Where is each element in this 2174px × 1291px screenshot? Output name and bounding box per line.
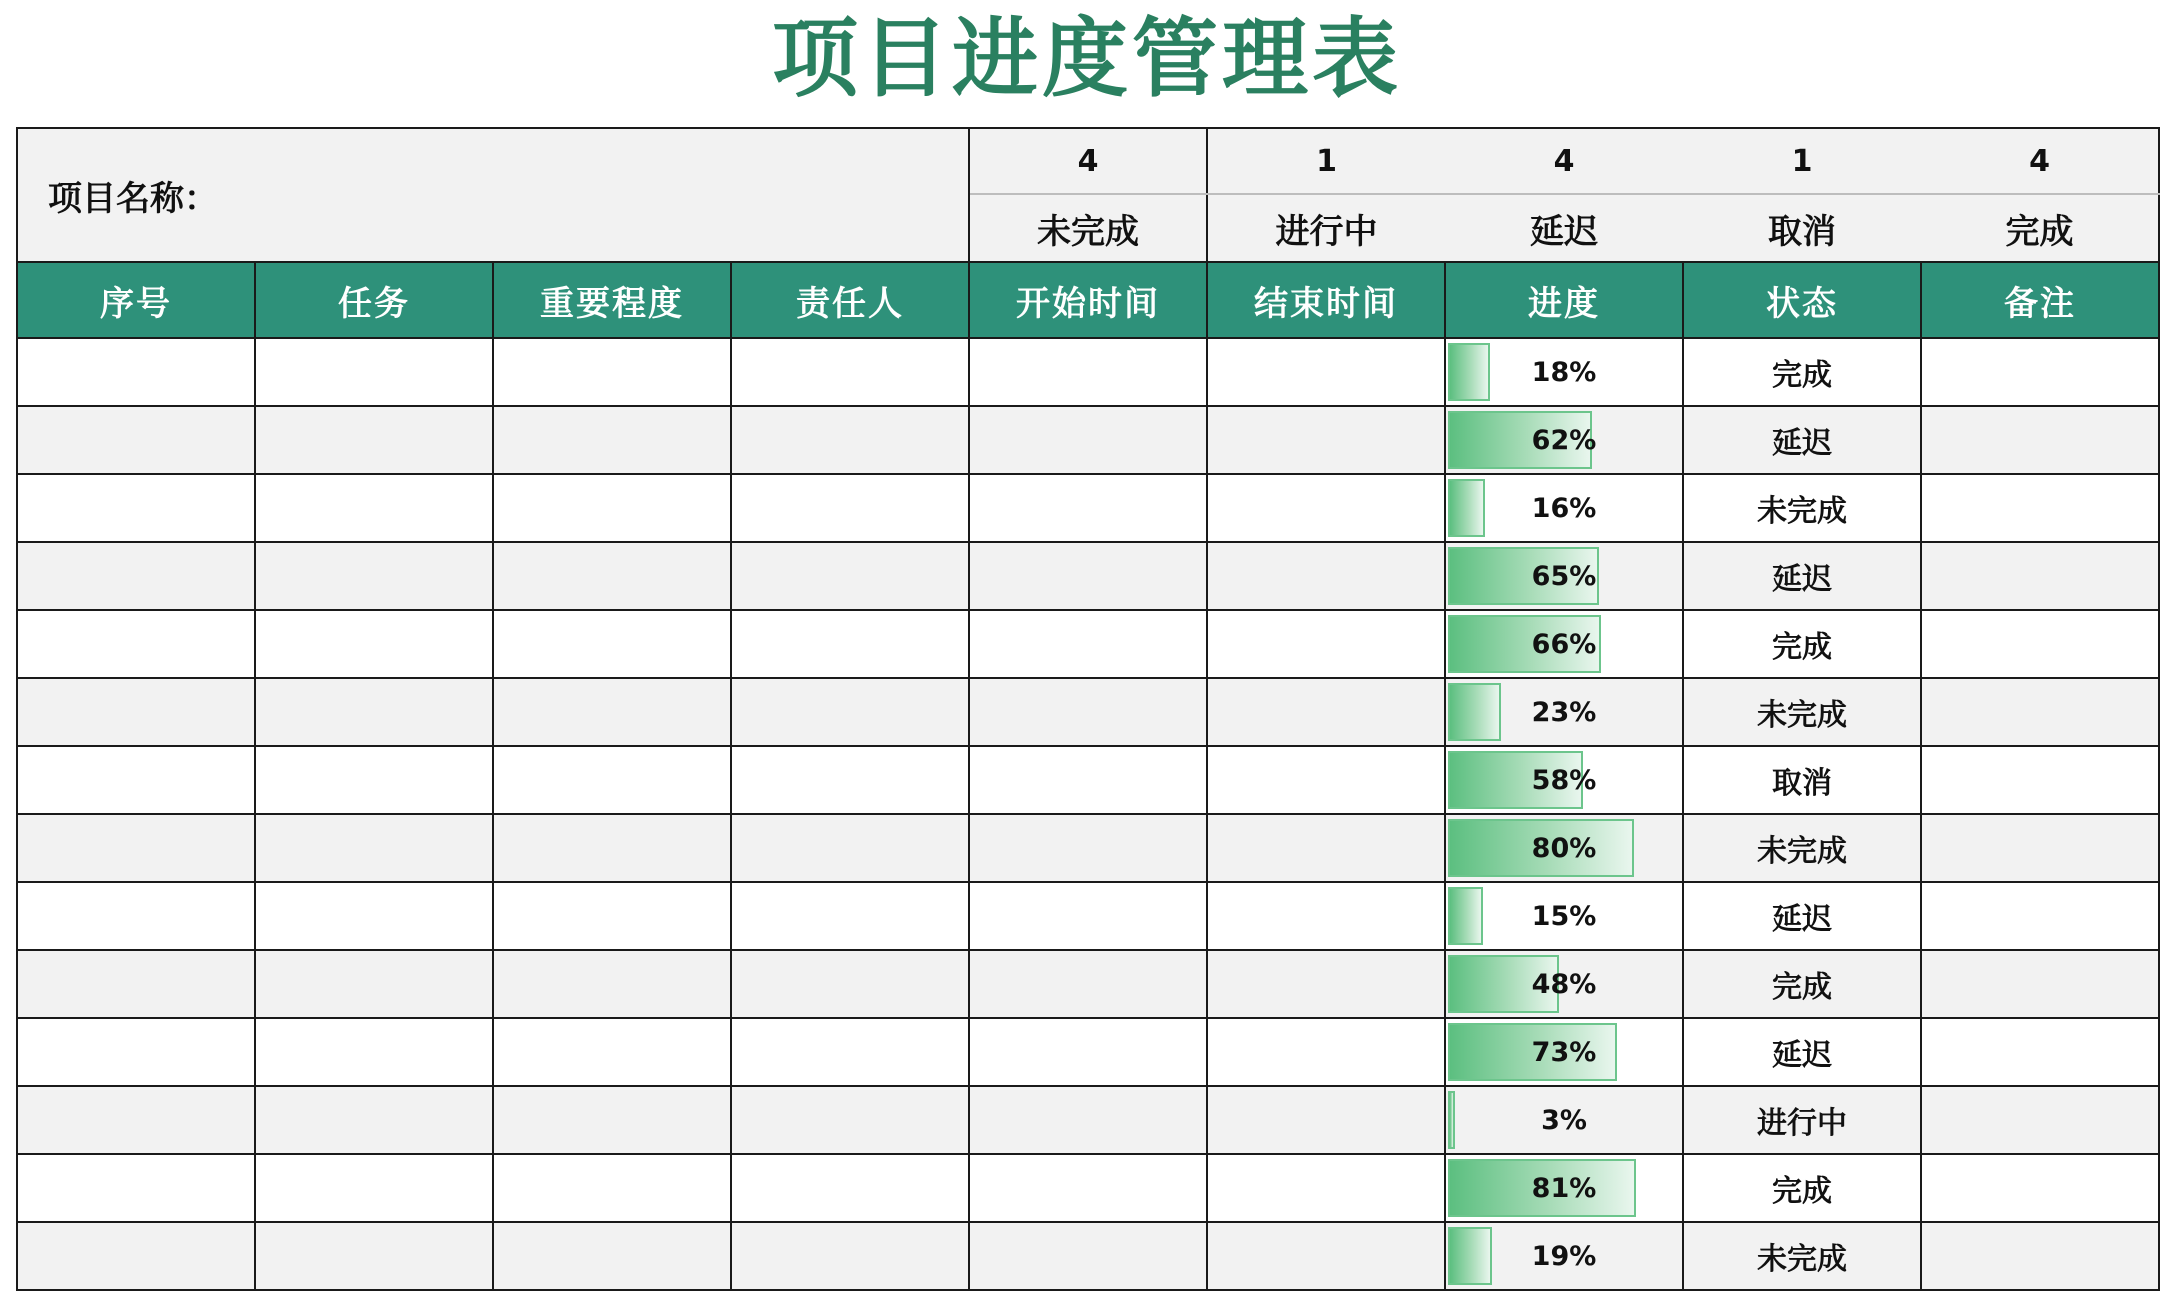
priority-cell[interactable] xyxy=(493,610,731,678)
task-cell[interactable] xyxy=(255,338,493,406)
status-cell[interactable] xyxy=(1683,1154,1921,1222)
progress-cell[interactable] xyxy=(1445,950,1683,1018)
priority-cell[interactable] xyxy=(493,1086,731,1154)
column-header-index[interactable]: 序号 xyxy=(17,262,255,338)
index-cell[interactable] xyxy=(17,1086,255,1154)
progress-cell[interactable] xyxy=(1445,678,1683,746)
column-header-progress[interactable]: 进度 xyxy=(1445,262,1683,338)
progress-value: 81% xyxy=(1531,1172,1597,1204)
status-value: 完成 xyxy=(1772,1174,1832,1209)
progress-cell[interactable] xyxy=(1445,882,1683,950)
start-time-cell[interactable] xyxy=(969,406,1207,474)
priority-cell[interactable] xyxy=(493,950,731,1018)
summary-count-row xyxy=(17,128,2159,194)
status-value: 完成 xyxy=(1772,970,1832,1005)
notes-cell[interactable] xyxy=(1921,814,2159,882)
status-cell[interactable] xyxy=(1683,814,1921,882)
owner-cell[interactable] xyxy=(731,746,969,814)
progress-bar xyxy=(1448,683,1501,741)
column-header-status[interactable]: 状态 xyxy=(1683,262,1921,338)
priority-cell[interactable] xyxy=(493,882,731,950)
summary-count-cancelled: 1 xyxy=(1683,128,1921,194)
progress-value: 58% xyxy=(1531,764,1597,796)
index-cell[interactable] xyxy=(17,1222,255,1290)
status-value: 未完成 xyxy=(1757,494,1847,529)
progress-value: 23% xyxy=(1531,696,1597,728)
progress-cell[interactable] xyxy=(1445,1086,1683,1154)
notes-cell[interactable] xyxy=(1921,542,2159,610)
status-cell[interactable] xyxy=(1683,1222,1921,1290)
start-time-cell[interactable] xyxy=(969,1018,1207,1086)
notes-cell[interactable] xyxy=(1921,1018,2159,1086)
summary-label-done: 完成 xyxy=(1921,194,2159,262)
index-cell[interactable] xyxy=(17,542,255,610)
index-cell[interactable] xyxy=(17,610,255,678)
start-time-cell[interactable] xyxy=(969,882,1207,950)
notes-cell[interactable] xyxy=(1921,746,2159,814)
column-header-priority[interactable]: 重要程度 xyxy=(493,262,731,338)
notes-cell[interactable] xyxy=(1921,474,2159,542)
end-time-cell[interactable] xyxy=(1207,950,1445,1018)
progress-value: 73% xyxy=(1531,1036,1597,1068)
progress-value: 66% xyxy=(1531,628,1597,660)
task-cell[interactable] xyxy=(255,678,493,746)
start-time-cell[interactable] xyxy=(969,950,1207,1018)
summary-count-in-progress: 1 xyxy=(1207,128,1445,194)
status-cell[interactable] xyxy=(1683,746,1921,814)
priority-cell[interactable] xyxy=(493,1154,731,1222)
table-row xyxy=(17,1222,2159,1290)
progress-value: 62% xyxy=(1531,424,1597,456)
table-row xyxy=(17,1018,2159,1086)
index-cell[interactable] xyxy=(17,406,255,474)
priority-cell[interactable] xyxy=(493,338,731,406)
progress-cell[interactable] xyxy=(1445,474,1683,542)
progress-cell[interactable] xyxy=(1445,746,1683,814)
notes-cell[interactable] xyxy=(1921,882,2159,950)
end-time-cell[interactable] xyxy=(1207,814,1445,882)
notes-cell[interactable] xyxy=(1921,1222,2159,1290)
index-cell[interactable] xyxy=(17,474,255,542)
status-cell[interactable] xyxy=(1683,474,1921,542)
summary-label-cancelled: 取消 xyxy=(1683,194,1921,262)
status-cell[interactable] xyxy=(1683,1086,1921,1154)
progress-cell[interactable] xyxy=(1445,406,1683,474)
start-time-cell[interactable] xyxy=(969,338,1207,406)
end-time-cell[interactable] xyxy=(1207,338,1445,406)
status-value: 延迟 xyxy=(1772,426,1832,461)
priority-cell[interactable] xyxy=(493,1222,731,1290)
task-cell[interactable] xyxy=(255,950,493,1018)
column-header-owner[interactable]: 责任人 xyxy=(731,262,969,338)
table-row xyxy=(17,406,2159,474)
column-header-task[interactable]: 任务 xyxy=(255,262,493,338)
index-cell[interactable] xyxy=(17,746,255,814)
status-cell[interactable] xyxy=(1683,950,1921,1018)
status-value: 取消 xyxy=(1772,766,1832,801)
summary-label-not-done: 未完成 xyxy=(969,194,1207,262)
project-progress-table xyxy=(16,127,2160,1291)
start-time-cell[interactable] xyxy=(969,1154,1207,1222)
priority-cell[interactable] xyxy=(493,1018,731,1086)
end-time-cell[interactable] xyxy=(1207,542,1445,610)
start-time-cell[interactable] xyxy=(969,678,1207,746)
task-cell[interactable] xyxy=(255,1222,493,1290)
project-name-label[interactable]: 项目名称： xyxy=(17,128,969,262)
progress-bar xyxy=(1448,343,1490,401)
task-cell[interactable] xyxy=(255,882,493,950)
column-header-notes[interactable]: 备注 xyxy=(1921,262,2159,338)
progress-value: 48% xyxy=(1531,968,1597,1000)
end-time-cell[interactable] xyxy=(1207,1222,1445,1290)
table-row xyxy=(17,542,2159,610)
task-cell[interactable] xyxy=(255,746,493,814)
start-time-cell[interactable] xyxy=(969,1222,1207,1290)
table-row xyxy=(17,678,2159,746)
owner-cell[interactable] xyxy=(731,1154,969,1222)
progress-cell[interactable] xyxy=(1445,1018,1683,1086)
notes-cell[interactable] xyxy=(1921,610,2159,678)
table-row xyxy=(17,950,2159,1018)
progress-cell[interactable] xyxy=(1445,542,1683,610)
status-cell[interactable] xyxy=(1683,406,1921,474)
start-time-cell[interactable] xyxy=(969,1086,1207,1154)
progress-value: 80% xyxy=(1531,832,1597,864)
status-value: 进行中 xyxy=(1757,1106,1847,1141)
progress-value: 15% xyxy=(1531,900,1597,932)
start-time-cell[interactable] xyxy=(969,542,1207,610)
priority-cell[interactable] xyxy=(493,814,731,882)
progress-value: 3% xyxy=(1541,1104,1587,1136)
end-time-cell[interactable] xyxy=(1207,474,1445,542)
status-value: 延迟 xyxy=(1772,902,1832,937)
index-cell[interactable] xyxy=(17,338,255,406)
summary-count-delayed: 4 xyxy=(1445,128,1683,194)
start-time-cell[interactable] xyxy=(969,814,1207,882)
progress-cell[interactable] xyxy=(1445,610,1683,678)
end-time-cell[interactable] xyxy=(1207,1018,1445,1086)
table-row xyxy=(17,1154,2159,1222)
notes-cell[interactable] xyxy=(1921,678,2159,746)
priority-cell[interactable] xyxy=(493,406,731,474)
summary-count-done: 4 xyxy=(1921,128,2159,194)
index-cell[interactable] xyxy=(17,678,255,746)
start-time-cell[interactable] xyxy=(969,610,1207,678)
task-cell[interactable] xyxy=(255,1018,493,1086)
status-cell[interactable] xyxy=(1683,338,1921,406)
owner-cell[interactable] xyxy=(731,1018,969,1086)
status-value: 未完成 xyxy=(1757,834,1847,869)
owner-cell[interactable] xyxy=(731,814,969,882)
column-header-start-time[interactable]: 开始时间 xyxy=(969,262,1207,338)
progress-cell[interactable] xyxy=(1445,1154,1683,1222)
table-row xyxy=(17,474,2159,542)
index-cell[interactable] xyxy=(17,1154,255,1222)
index-cell[interactable] xyxy=(17,814,255,882)
status-cell[interactable] xyxy=(1683,1018,1921,1086)
progress-bar xyxy=(1448,1091,1455,1149)
status-cell[interactable] xyxy=(1683,610,1921,678)
table-row xyxy=(17,338,2159,406)
status-value: 延迟 xyxy=(1772,1038,1832,1073)
progress-value: 65% xyxy=(1531,560,1597,592)
table-row xyxy=(17,746,2159,814)
priority-cell[interactable] xyxy=(493,746,731,814)
table-row xyxy=(17,610,2159,678)
owner-cell[interactable] xyxy=(731,542,969,610)
task-cell[interactable] xyxy=(255,610,493,678)
page-title: 项目进度管理表 xyxy=(772,8,1402,109)
owner-cell[interactable] xyxy=(731,338,969,406)
progress-cell[interactable] xyxy=(1445,814,1683,882)
notes-cell[interactable] xyxy=(1921,1154,2159,1222)
owner-cell[interactable] xyxy=(731,1222,969,1290)
index-cell[interactable] xyxy=(17,882,255,950)
status-cell[interactable] xyxy=(1683,542,1921,610)
owner-cell[interactable] xyxy=(731,406,969,474)
priority-cell[interactable] xyxy=(493,678,731,746)
index-cell[interactable] xyxy=(17,950,255,1018)
end-time-cell[interactable] xyxy=(1207,1154,1445,1222)
status-value: 延迟 xyxy=(1772,562,1832,597)
owner-cell[interactable] xyxy=(731,474,969,542)
notes-cell[interactable] xyxy=(1921,1086,2159,1154)
summary-count-not-done: 4 xyxy=(969,128,1207,194)
end-time-cell[interactable] xyxy=(1207,746,1445,814)
status-value: 完成 xyxy=(1772,630,1832,665)
progress-bar xyxy=(1448,479,1485,537)
notes-cell[interactable] xyxy=(1921,338,2159,406)
owner-cell[interactable] xyxy=(731,678,969,746)
owner-cell[interactable] xyxy=(731,1086,969,1154)
task-cell[interactable] xyxy=(255,814,493,882)
progress-bar xyxy=(1448,1227,1492,1285)
summary-label-in-progress: 进行中 xyxy=(1207,194,1445,262)
progress-bar xyxy=(1448,887,1483,945)
status-cell[interactable] xyxy=(1683,882,1921,950)
table-row xyxy=(17,814,2159,882)
progress-cell[interactable] xyxy=(1445,1222,1683,1290)
summary-label-delayed: 延迟 xyxy=(1445,194,1683,262)
status-value: 完成 xyxy=(1772,358,1832,393)
notes-cell[interactable] xyxy=(1921,406,2159,474)
end-time-cell[interactable] xyxy=(1207,406,1445,474)
progress-cell[interactable] xyxy=(1445,338,1683,406)
column-header-end-time[interactable]: 结束时间 xyxy=(1207,262,1445,338)
progress-value: 19% xyxy=(1531,1240,1597,1272)
progress-value: 18% xyxy=(1531,356,1597,388)
start-time-cell[interactable] xyxy=(969,746,1207,814)
status-cell[interactable] xyxy=(1683,678,1921,746)
table-row xyxy=(17,882,2159,950)
owner-cell[interactable] xyxy=(731,882,969,950)
end-time-cell[interactable] xyxy=(1207,882,1445,950)
task-cell[interactable] xyxy=(255,406,493,474)
task-cell[interactable] xyxy=(255,1086,493,1154)
table-row xyxy=(17,1086,2159,1154)
owner-cell[interactable] xyxy=(731,950,969,1018)
end-time-cell[interactable] xyxy=(1207,610,1445,678)
status-value: 未完成 xyxy=(1757,698,1847,733)
index-cell[interactable] xyxy=(17,1018,255,1086)
priority-cell[interactable] xyxy=(493,474,731,542)
priority-cell[interactable] xyxy=(493,542,731,610)
end-time-cell[interactable] xyxy=(1207,1086,1445,1154)
task-cell[interactable] xyxy=(255,542,493,610)
progress-value: 16% xyxy=(1531,492,1597,524)
task-cell[interactable] xyxy=(255,474,493,542)
table-header-row xyxy=(17,262,2159,338)
owner-cell[interactable] xyxy=(731,610,969,678)
notes-cell[interactable] xyxy=(1921,950,2159,1018)
task-cell[interactable] xyxy=(255,1154,493,1222)
end-time-cell[interactable] xyxy=(1207,678,1445,746)
start-time-cell[interactable] xyxy=(969,474,1207,542)
status-value: 未完成 xyxy=(1757,1242,1847,1277)
